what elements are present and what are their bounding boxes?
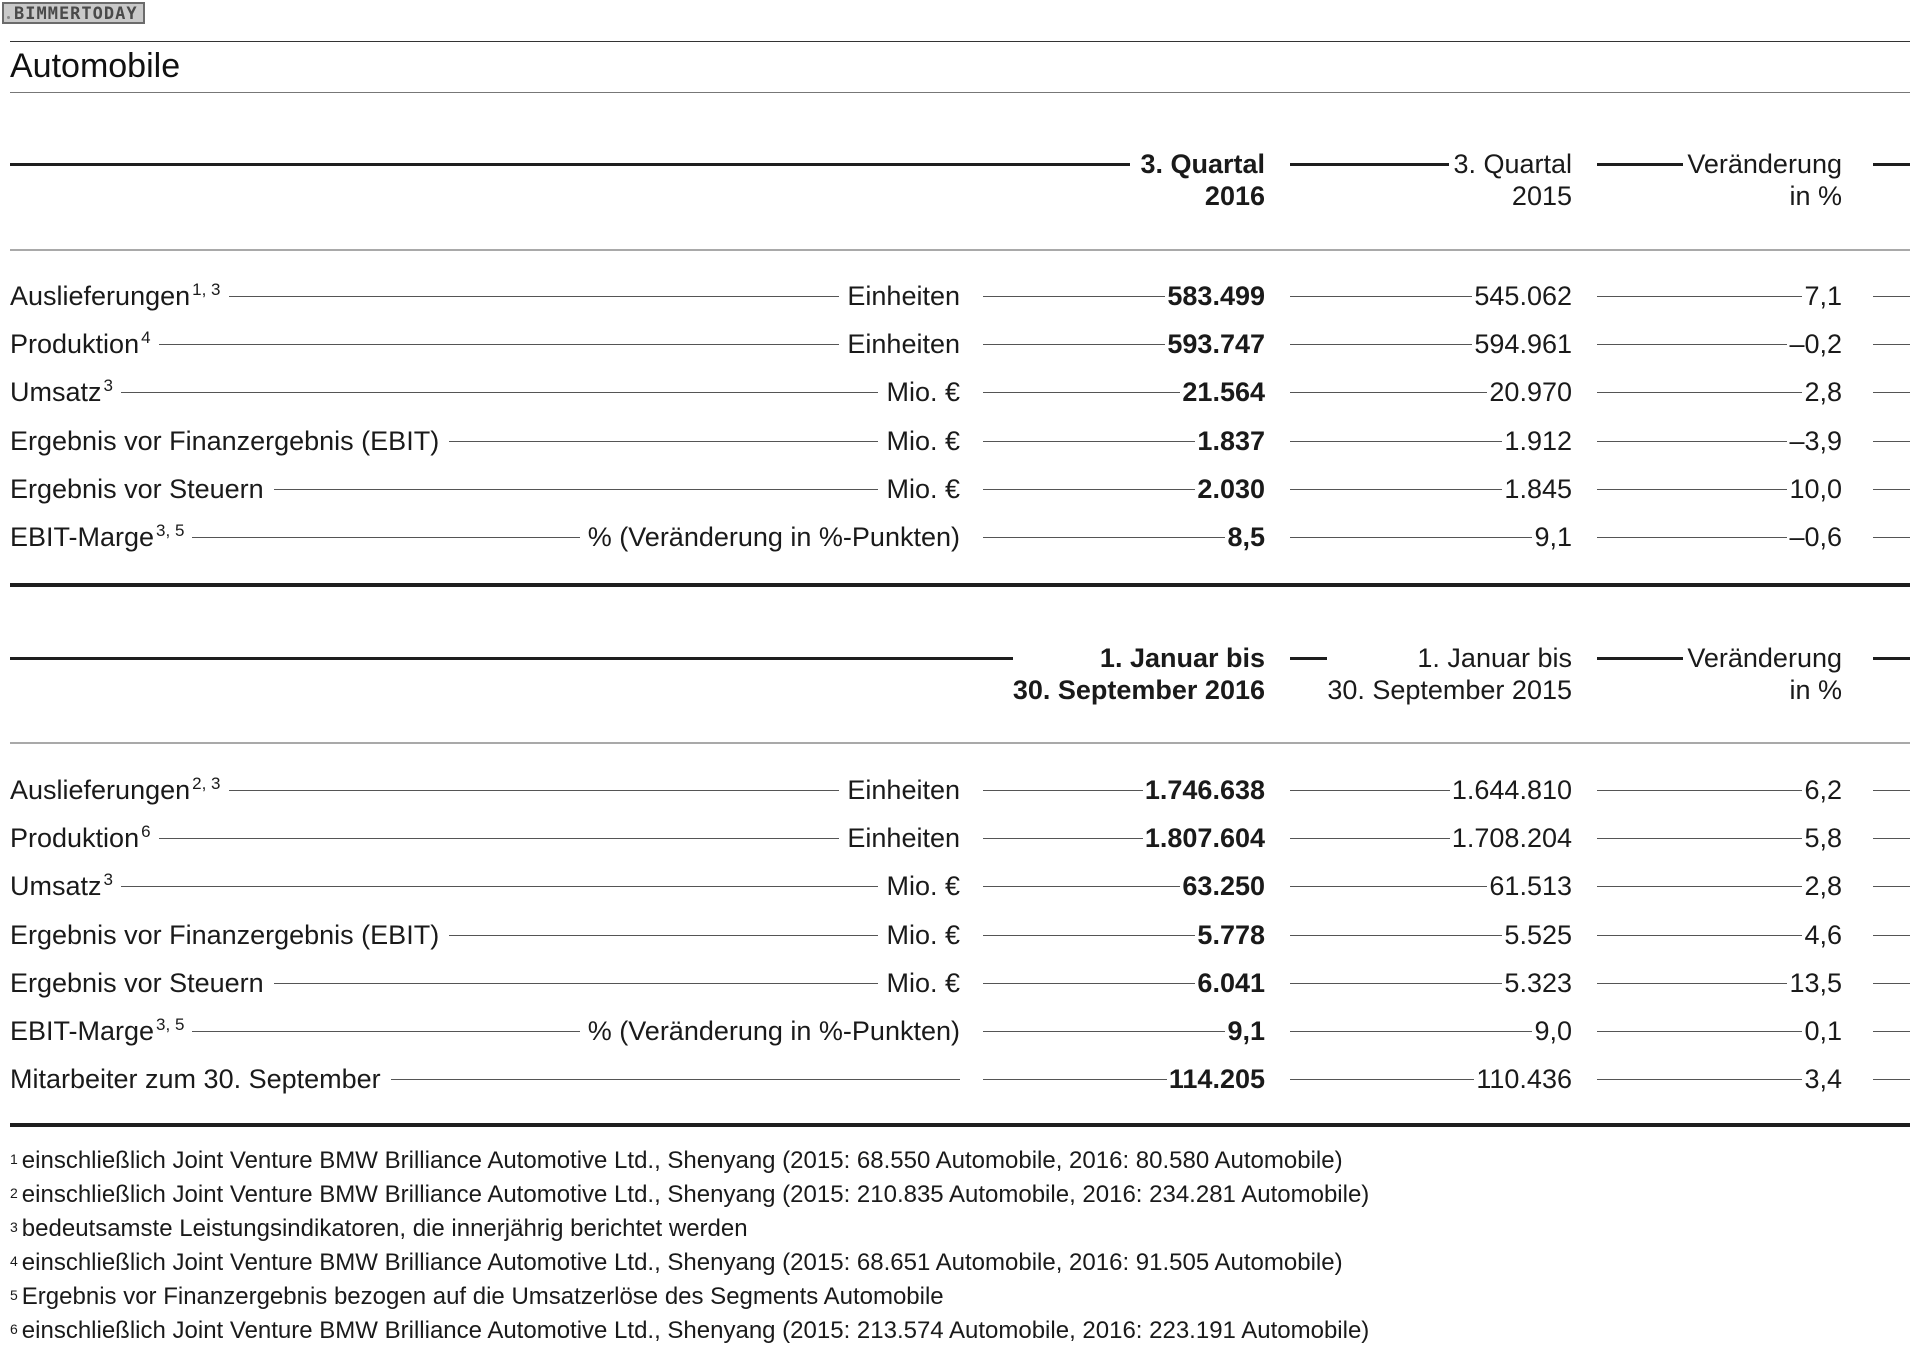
value-change: 5,8 <box>1802 818 1842 858</box>
leader-line <box>1873 1031 1910 1032</box>
row-label: Auslieferungen $^{1, 3}$ <box>10 276 229 316</box>
leader-line <box>1873 344 1910 345</box>
footnote-number: 5 <box>10 1287 18 1303</box>
table-row <box>0 517 1920 557</box>
value-2015: 110.436 <box>1474 1059 1572 1099</box>
value-2015: 594.961 <box>1472 324 1572 364</box>
footnote-ref: 3, 5 <box>156 1015 185 1034</box>
leader-line <box>983 1031 1253 1032</box>
row-unit: Einheiten <box>839 276 960 316</box>
leader-line <box>1873 537 1910 538</box>
header-rule <box>1597 657 1687 660</box>
footnote-ref: 3, 5 <box>156 521 185 540</box>
table-row <box>0 469 1920 509</box>
value-change: 10,0 <box>1787 469 1842 509</box>
col-header-change: Veränderung in % <box>1683 642 1842 706</box>
value-2015: 9,1 <box>1532 517 1572 557</box>
value-2016: 1.837 <box>1195 421 1265 461</box>
leader-line <box>1873 838 1910 839</box>
row-unit: Einheiten <box>839 770 960 810</box>
value-2015: 1.845 <box>1502 469 1572 509</box>
table-row <box>0 421 1920 461</box>
value-2016: 63.250 <box>1180 866 1265 906</box>
row-label: Ergebnis vor Finanzergebnis (EBIT) <box>10 421 449 461</box>
header-rule <box>10 657 1090 660</box>
row-unit: Einheiten <box>839 818 960 858</box>
row-unit: Mio. € <box>878 421 960 461</box>
leader-line <box>983 537 1253 538</box>
footnote-ref: 3 <box>103 870 113 890</box>
footnote-ref: 4 <box>141 328 151 348</box>
value-2015: 1.644.810 <box>1450 770 1572 810</box>
section-divider <box>10 583 1910 587</box>
header-rule <box>1290 163 1450 166</box>
table-row <box>0 963 1920 1003</box>
footnote-number: 6 <box>10 1321 18 1337</box>
row-label: Mitarbeiter zum 30. September <box>10 1059 391 1099</box>
value-change: 7,1 <box>1802 276 1842 316</box>
value-2015: 20.970 <box>1487 372 1572 412</box>
leader-line <box>1290 537 1560 538</box>
leader-line <box>1873 296 1910 297</box>
value-2015: 5.525 <box>1502 915 1572 955</box>
value-change: 3,4 <box>1802 1059 1842 1099</box>
table-row <box>0 372 1920 412</box>
value-change: –0,2 <box>1787 324 1842 364</box>
value-change: 2,8 <box>1802 372 1842 412</box>
value-2016: 593.747 <box>1165 324 1265 364</box>
footnote-3 <box>10 1214 748 1244</box>
value-2016: 5.778 <box>1195 915 1265 955</box>
value-2016: 114.205 <box>1167 1059 1265 1099</box>
leader-line <box>1873 886 1910 887</box>
value-2015: 61.513 <box>1487 866 1572 906</box>
header-rule <box>10 163 1130 166</box>
leader-line <box>1873 935 1910 936</box>
row-unit: Mio. € <box>878 963 960 1003</box>
table-row <box>0 324 1920 364</box>
leader-line <box>1597 296 1827 297</box>
value-change: 0,1 <box>1802 1011 1842 1051</box>
footnote-text: Ergebnis vor Finanzergebnis bezogen auf die Umsatzerlöse des Segments Automobile <box>21 1283 944 1310</box>
footnote-5 <box>10 1282 944 1312</box>
footnote-1 <box>10 1146 1343 1176</box>
table-row <box>0 770 1920 810</box>
table-row <box>0 866 1920 906</box>
row-label: EBIT-Marge $^{3, 5}$ <box>10 1011 192 1051</box>
table-row <box>0 1059 1920 1099</box>
value-change: –0,6 <box>1787 517 1842 557</box>
row-unit: % (Veränderung in %-Punkten) <box>580 517 960 557</box>
footnote-number: 4 <box>10 1253 18 1269</box>
footnote-text: einschließlich Joint Venture BMW Brilliance Automotive Ltd., Shenyang (2015: 68.651 Automobile, 2016: 91.505 Automobile) <box>21 1249 1343 1276</box>
value-2015: 5.323 <box>1502 963 1572 1003</box>
leader-line <box>1597 886 1827 887</box>
leader-line <box>1873 441 1910 442</box>
section-divider <box>10 1123 1910 1127</box>
row-label: Ergebnis vor Finanzergebnis (EBIT) <box>10 915 449 955</box>
footnote-text: einschließlich Joint Venture BMW Brilliance Automotive Ltd., Shenyang (2015: 68.550 Automobile, 2016: 80.580 Automobile) <box>21 1147 1343 1174</box>
value-2016: 9,1 <box>1225 1011 1265 1051</box>
value-2016: 1.807.604 <box>1143 818 1265 858</box>
value-2015: 9,0 <box>1532 1011 1572 1051</box>
value-change: 4,6 <box>1802 915 1842 955</box>
leader-line <box>1873 1079 1910 1080</box>
row-label: Ergebnis vor Steuern <box>10 469 274 509</box>
table-row <box>0 276 1920 316</box>
row-unit: % (Veränderung in %-Punkten) <box>580 1011 960 1051</box>
value-2016: 583.499 <box>1165 276 1265 316</box>
col-header-change: Veränderung in % <box>1683 148 1842 212</box>
table-row <box>0 1011 1920 1051</box>
footnote-number: 3 <box>10 1219 18 1235</box>
leader-line <box>1597 392 1827 393</box>
header-divider <box>10 249 1910 251</box>
header-rule <box>1597 163 1687 166</box>
title-divider <box>10 92 1910 93</box>
leader-line <box>1873 790 1910 791</box>
footnote-ref: 6 <box>141 822 151 842</box>
value-2015: 1.708.204 <box>1450 818 1572 858</box>
footnote-text: einschließlich Joint Venture BMW Brilliance Automotive Ltd., Shenyang (2015: 213.574 Automobile, 2016: 223.191 Automobile) <box>21 1317 1370 1344</box>
value-change: 6,2 <box>1802 770 1842 810</box>
row-label: Auslieferungen $^{2, 3}$ <box>10 770 229 810</box>
leader-line <box>1597 935 1827 936</box>
leader-line <box>10 392 960 393</box>
leader-line <box>1597 1031 1827 1032</box>
value-2016: 6.041 <box>1195 963 1265 1003</box>
value-change: 13,5 <box>1787 963 1842 1003</box>
footnote-4 <box>10 1248 1343 1278</box>
value-2016: 8,5 <box>1225 517 1265 557</box>
table-row <box>0 818 1920 858</box>
row-label: EBIT-Marge $^{3, 5}$ <box>10 517 192 557</box>
col-header-q3-2016: 3. Quartal 2016 <box>1136 148 1265 212</box>
row-unit: Mio. € <box>878 372 960 412</box>
header-rule <box>1873 163 1910 166</box>
leader-line <box>1873 392 1910 393</box>
leader-line <box>1290 1031 1560 1032</box>
value-2016: 21.564 <box>1180 372 1265 412</box>
footnote-text: einschließlich Joint Venture BMW Brilliance Automotive Ltd., Shenyang (2015: 210.835 Automobile, 2016: 234.281 Automobile) <box>21 1181 1370 1208</box>
bimmertoday-watermark: BIMMERTODAY <box>2 2 145 24</box>
col-header-q3-2015: 3. Quartal 2015 <box>1449 148 1572 212</box>
col-header-ytd-2015: 1. Januar bis 30. September 2015 <box>1327 643 1572 705</box>
row-unit: Mio. € <box>878 866 960 906</box>
value-change: 2,8 <box>1802 866 1842 906</box>
footnote-number: 1 <box>10 1151 18 1167</box>
value-2016: 1.746.638 <box>1143 770 1265 810</box>
footnote-2 <box>10 1180 1369 1210</box>
top-divider <box>10 41 1910 42</box>
row-unit: Einheiten <box>839 324 960 364</box>
row-label: Umsatz $^3$ <box>10 866 121 906</box>
value-change: –3,9 <box>1787 421 1842 461</box>
table-row <box>0 915 1920 955</box>
row-label: Produktion $^6$ <box>10 818 159 858</box>
leader-line <box>10 886 960 887</box>
row-unit: Mio. € <box>878 915 960 955</box>
row-label: Produktion $^4$ <box>10 324 159 364</box>
value-2015: 1.912 <box>1502 421 1572 461</box>
leader-line <box>1873 983 1910 984</box>
header-divider <box>10 742 1910 744</box>
header-rule <box>1873 657 1910 660</box>
value-2016: 2.030 <box>1195 469 1265 509</box>
value-2015: 545.062 <box>1472 276 1572 316</box>
leader-line <box>1597 838 1827 839</box>
footnote-6 <box>10 1316 1369 1346</box>
footnote-ref: 2, 3 <box>192 774 221 793</box>
row-label: Umsatz $^3$ <box>10 372 121 412</box>
footnote-text: bedeutsamste Leistungsindikatoren, die innerjährig berichtet werden <box>21 1215 748 1242</box>
footnote-number: 2 <box>10 1185 18 1201</box>
row-unit: Mio. € <box>878 469 960 509</box>
leader-line <box>1597 790 1827 791</box>
row-label: Ergebnis vor Steuern <box>10 963 274 1003</box>
leader-line <box>1873 489 1910 490</box>
footnote-ref: 1, 3 <box>192 280 221 299</box>
page-title: Automobile <box>10 47 181 85</box>
col-header-ytd-2016: 1. Januar bis 30. September 2016 <box>1012 643 1265 705</box>
leader-line <box>1597 1079 1827 1080</box>
footnote-ref: 3 <box>103 376 113 396</box>
